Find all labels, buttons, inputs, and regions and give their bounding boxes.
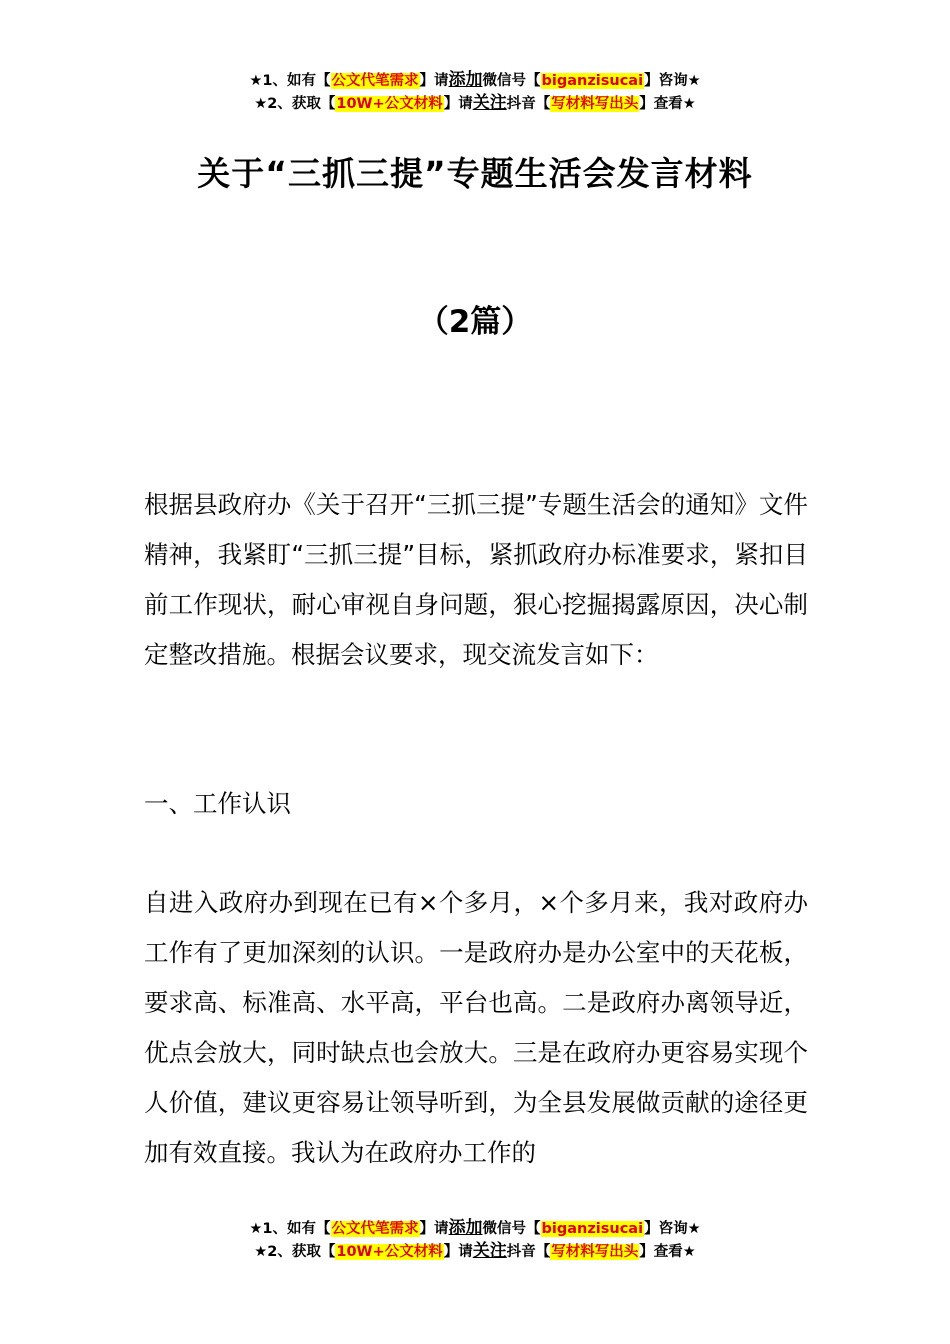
document-subtitle: （2篇） (417, 304, 533, 340)
promo-line-2: ★2、获取【10W+公文材料】请关注抖音【写材料写出头】查看★ (254, 1241, 696, 1261)
highlight-service: 公文代笔需求 (331, 1221, 419, 1237)
highlight-wechat-id: biganzisucai (541, 1221, 644, 1237)
document-title: 关于“三抓三提”专题生活会发言材料 (197, 154, 753, 193)
promo-line-2: ★2、获取【10W+公文材料】请关注抖音【写材料写出头】查看★ (254, 93, 696, 113)
highlight-materials: 10W+公文材料 (336, 1244, 443, 1260)
body-paragraph-2: 自进入政府办到现在已有×个多月，×个多月来，我对政府办工作有了更加深刻的认识。一是政府办是办公室中的天花板，要求高、标准高、水平高，平台也高。二是政府办离领导近，优点会放大，同时缺点也会放大。三是在政府办更容易实现个人价值，建议更容易让领导听到，为全县发展做贡献的途径更加有效直接。我认为在政府办工作的 (144, 888, 808, 1167)
body-paragraph-1: 根据县政府办《关于召开“三抓三提”专题生活会的通知》文件精神，我紧盯“三抓三提”目标，紧抓政府办标准要求，紧扣目前工作现状，耐心审视自身问题，狠心挖掘揭露原因，决心制定整改措施。根据会议要求，现交流发言如下： (144, 490, 808, 669)
highlight-douyin-id: 写材料写出头 (551, 1244, 639, 1260)
section-heading-1: 一、工作认识 (144, 789, 291, 818)
promo-banner-top (0, 69, 950, 115)
promo-line-1: ★1、如有【公文代笔需求】请添加微信号【biganzisucai】咨询★ (249, 1218, 701, 1238)
promo-banner-bottom (0, 1217, 950, 1263)
highlight-service: 公文代笔需求 (331, 73, 419, 89)
promo-line-1: ★1、如有【公文代笔需求】请添加微信号【biganzisucai】咨询★ (249, 70, 701, 90)
highlight-douyin-id: 写材料写出头 (551, 96, 639, 112)
highlight-wechat-id: biganzisucai (541, 73, 644, 89)
highlight-materials: 10W+公文材料 (336, 96, 443, 112)
